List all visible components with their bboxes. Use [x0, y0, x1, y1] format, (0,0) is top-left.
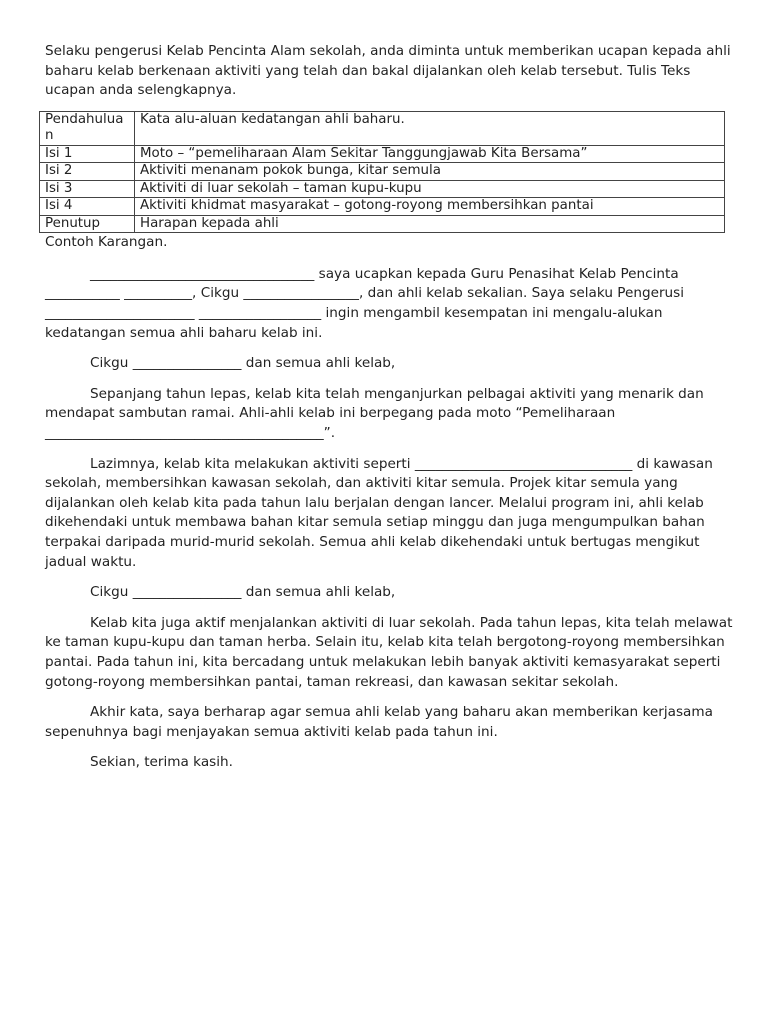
outline-content: Aktiviti menanam pokok bunga, kitar semula [135, 163, 725, 181]
outline-section: Penutup [40, 215, 135, 233]
outline-content: Harapan kepada ahli [135, 215, 725, 233]
essay-paragraph: _________________________________ saya ucapkan kepada Guru Penasihat Kelab Pencinta ___________ __________, Cikgu _________________, dan ahli kelab sekalian. Saya selaku Pengerusi ______________________ __________________ ingin mengambil kesempatan ini mengalu-alukan kedatangan semua ahli baharu kelab ini. [45, 265, 685, 341]
table-row [40, 111, 725, 145]
outline-content: Kata alu-aluan kedatangan ahli baharu. [135, 111, 725, 145]
table-row [40, 163, 725, 181]
instructions-text: Selaku pengerusi Kelab Pencinta Alam sekolah, anda diminta untuk memberikan ucapan kepada ahli baharu kelab berkenaan aktiviti yang telah dan bakal dijalankan oleh kelab tersebut. Tulis Teks ucapan anda selengkapnya. [45, 43, 731, 99]
outline-table [39, 111, 725, 234]
table-row [40, 198, 725, 216]
example-heading: Contoh Karangan. [45, 234, 168, 251]
essay-paragraph: Akhir kata, saya berharap agar semua ahli kelab yang baharu akan memberikan kerjasama sepenuhnya bagi menjayakan semua aktiviti kelab pada tahun ini. [45, 704, 713, 740]
essay-paragraph: Sekian, terima kasih. [90, 754, 233, 771]
table-row [40, 215, 725, 233]
outline-section: Isi 2 [40, 163, 135, 181]
outline-section: Isi 4 [40, 198, 135, 216]
document-page [45, 42, 735, 784]
essay-paragraph: Kelab kita juga aktif menjalankan aktiviti di luar sekolah. Pada tahun lepas, kita telah melawat ke taman kupu-kupu dan taman herba. Selain itu, kelab kita telah bergotong-royong membersihkan pantai. Pada tahun ini, kita bercadang untuk melakukan lebih banyak aktiviti kemasyarakat seperti gotong-royong membersihkan pantai, taman rekreasi, dan kawasan sekitar sekolah. [45, 614, 733, 690]
outline-section: Isi 1 [40, 145, 135, 163]
outline-content: Aktiviti di luar sekolah – taman kupu-kupu [135, 180, 725, 198]
essay-paragraph: Cikgu ________________ dan semua ahli kelab, [90, 355, 396, 372]
essay-paragraph: Lazimnya, kelab kita melakukan aktiviti seperti ________________________________ di kawasan sekolah, membersihkan kawasan sekolah, dan aktiviti kitar semula. Projek kitar semula yang dijalankan oleh kelab kita pada tahun lalu berjalan dengan lancer. Melalui program ini, ahli kelab dikehendaki untuk membawa bahan kitar semula setiap minggu dan juga mengumpulkan bahan terpakai daripada murid-murid sekolah. Semua ahli kelab dikehendaki untuk bertugas mengikut jadual waktu. [45, 455, 713, 570]
outline-section: Pendahuluan [40, 111, 135, 145]
outline-content: Aktiviti khidmat masyarakat – gotong-royong membersihkan pantai [135, 198, 725, 216]
outline-section: Isi 3 [40, 180, 135, 198]
essay-paragraph: Sepanjang tahun lepas, kelab kita telah menganjurkan pelbagai aktiviti yang menarik dan mendapat sambutan ramai. Ahli-ahli kelab ini berpegang pada moto “Pemeliharaan _________________________________________”. [45, 385, 704, 442]
table-row [40, 180, 725, 198]
essay-paragraph: Cikgu ________________ dan semua ahli kelab, [90, 584, 396, 601]
table-row [40, 145, 725, 163]
outline-content: Moto – “pemeliharaan Alam Sekitar Tanggungjawab Kita Bersama” [135, 145, 725, 163]
